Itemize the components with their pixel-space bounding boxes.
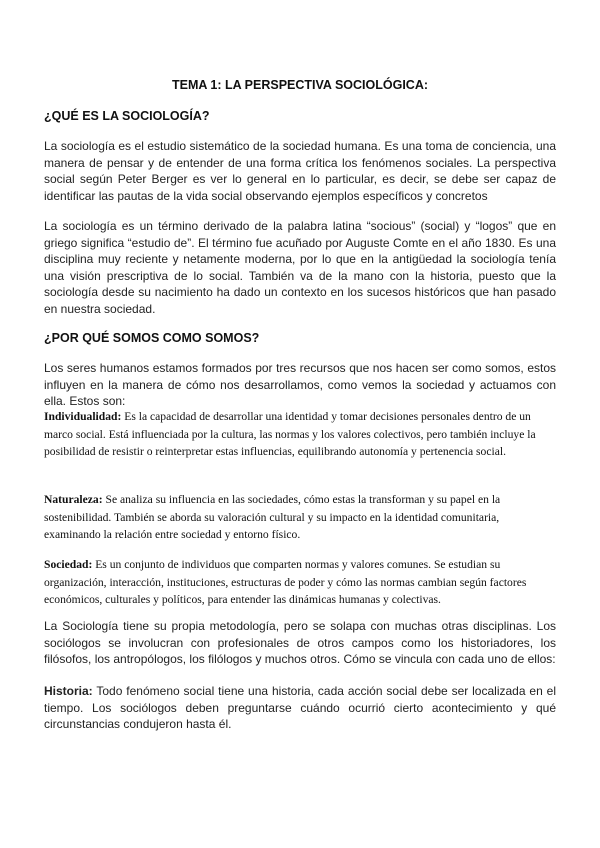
paragraph-definition: La sociología es el estudio sistemático de la sociedad humana. Es una toma de conciencia, una manera de pensar y de entender de una forma crítica los fenómenos sociales. La perspectiva social según Peter Berger es ver lo general en lo particular, es decir, se debe ser capaz de identificar las pautas de la vida social observando ejemplos específicos y concretos (44, 139, 556, 203)
text-naturaleza: Se analiza su influencia en las sociedades, cómo estas la transforman y su papel en la sostenibilidad. También se aborda su valoración cultural y su impacto en la identidad comunitaria, examinando la relación entre sociedad y entorno físico. (44, 493, 501, 541)
text-sociedad: Es un conjunto de individuos que comparten normas y valores comunes. Se estudian su organización, interacción, instituciones, estructuras de poder y cómo las normas cambian según factores económicos, culturales y políticos, para entender las dinámicas humanas y colectivas. (44, 558, 527, 606)
paragraph-etymology: La sociología es un término derivado de la palabra latina “socious” (social) y “logos” que en griego significa “estudio de”. El término fue acuñado por Auguste Comte en el año 1830. Es una disciplina muy reciente y netamente moderna, por lo que en la antigüedad la sociología tenía una visión prescriptiva de lo social. También va de la mano con la historia, puesto que la sociología desde su nacimiento ha dado un contexto en los sucesos históricos que han pasado en nuestra sociedad. (44, 219, 556, 316)
term-sociedad: Sociedad: (44, 558, 93, 571)
definition-naturaleza (44, 491, 556, 544)
page-title: TEMA 1: LA PERSPECTIVA SOCIOLÓGICA: (171, 78, 429, 92)
definition-historia (44, 683, 556, 733)
term-naturaleza: Naturaleza: (44, 493, 103, 506)
text-historia: Todo fenómeno social tiene una historia, cada acción social debe ser localizada en el tiempo. Los sociólogos deben preguntarse cuándo ocurrió cierto acontecimiento y qué circunstancias condujeron hasta él. (44, 684, 556, 731)
definition-individualidad (44, 408, 556, 461)
section-heading-por-que: ¿POR QUÉ SOMOS COMO SOMOS? (44, 331, 260, 345)
paragraph-recursos: Los seres humanos estamos formados por tres recursos que nos hacen ser como somos, estos influyen en la manera de cómo nos desarrollamos, como vemos la sociedad y actuamos con ella. Estos son: (44, 361, 556, 408)
paragraph-metodologia: La Sociología tiene su propia metodología, pero se solapa con muchas otras disciplinas. Los sociólogos se involucran con profesionales de otros campos como los historiadores, los filósofos, los antropólogos, los filólogos y muchos otros. Cómo se vincula con cada uno de ellos: (44, 619, 556, 666)
section-heading-que-es: ¿QUÉ ES LA SOCIOLOGÍA? (44, 109, 210, 123)
text-individualidad: Es la capacidad de desarrollar una identidad y tomar decisiones personales dentro de un marco social. Está influenciada por la cultura, las normas y los valores colectivos, pero también incluye la posibilidad de resistir o reinterpretar estas influencias, equilibrando autonomía y pertenencia social. (44, 410, 536, 458)
definition-sociedad (44, 556, 556, 609)
term-individualidad: Individualidad: (44, 410, 122, 423)
term-historia: Historia: (44, 684, 93, 698)
